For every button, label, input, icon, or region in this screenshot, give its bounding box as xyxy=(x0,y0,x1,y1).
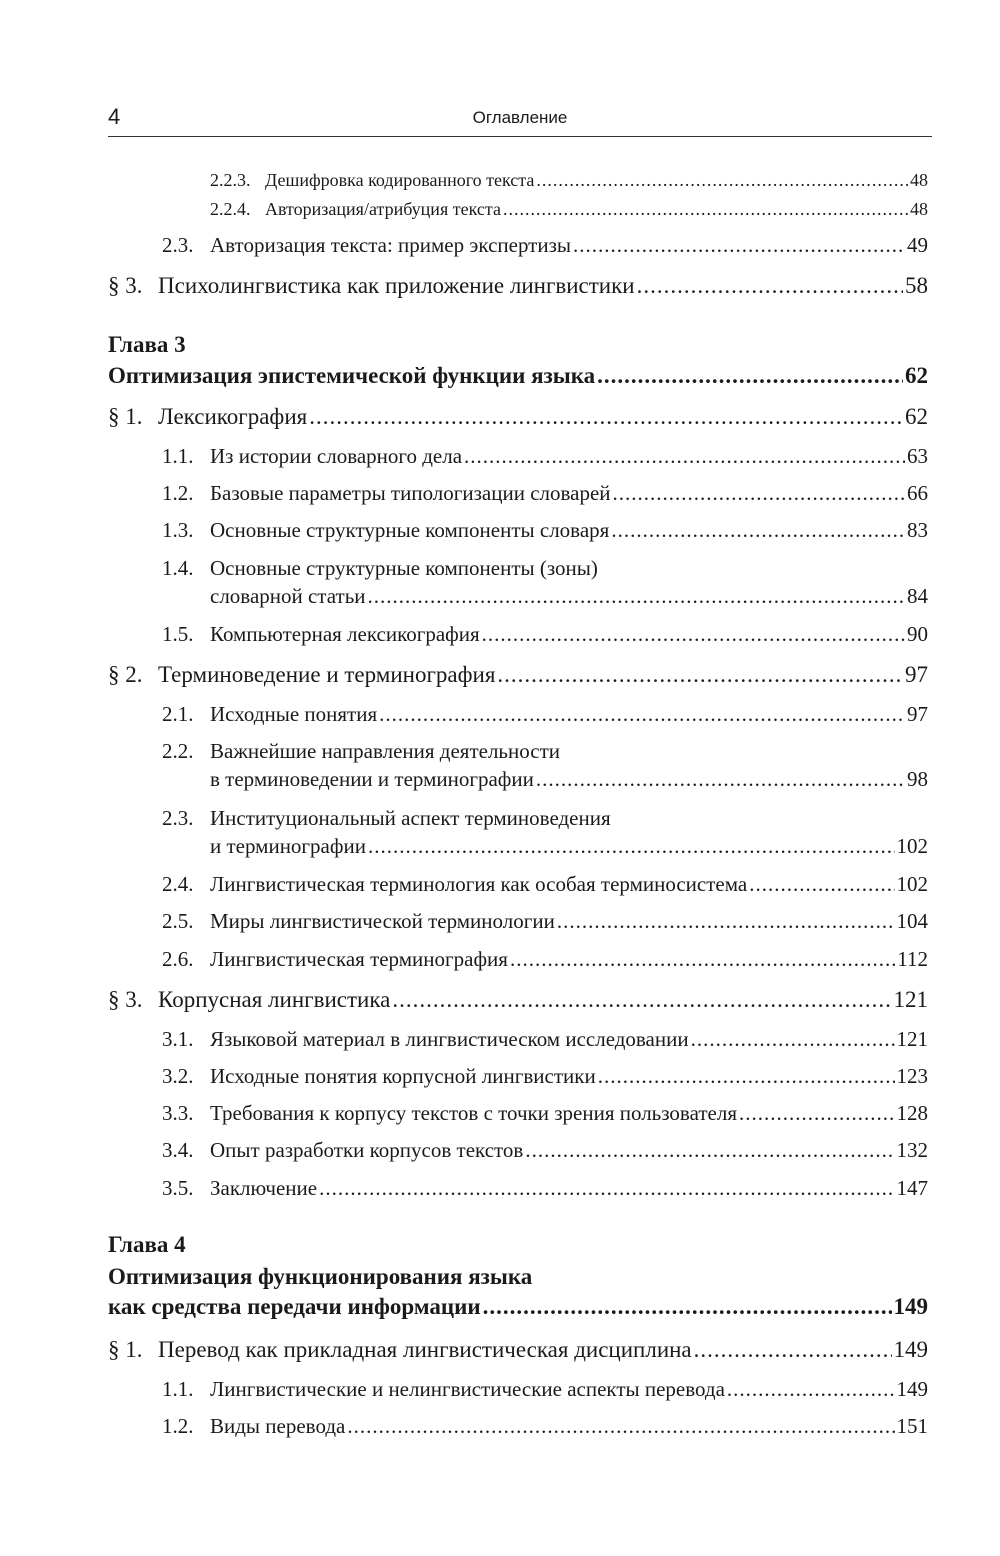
chapter-entry: как средства передачи информации ..... 149 xyxy=(108,1294,928,1320)
toc-entry: § 1. Перевод как прикладная лингвистическая дисциплина ..... 149 xyxy=(108,1337,928,1363)
page-ref: 49 xyxy=(907,233,928,257)
page-ref: 48 xyxy=(910,199,928,219)
page-ref: 63 xyxy=(907,444,928,468)
page-ref: 147 xyxy=(896,1176,928,1200)
toc-entry: 2.3. Авторизация текста: пример экспертизы ..... 49 xyxy=(162,233,928,258)
page-ref: 90 xyxy=(907,622,928,646)
running-title: Оглавление xyxy=(472,108,568,127)
page-ref: 102 xyxy=(896,872,928,896)
chapter-entry: Оптимизация эпистемической функции языка ..... 62 xyxy=(108,363,928,389)
page-ref: 123 xyxy=(896,1064,928,1088)
leader-dots xyxy=(536,170,908,191)
page-ref: 102 xyxy=(896,834,928,858)
toc-entry: § 1. Лексикография ..... 62 xyxy=(108,404,928,430)
leader-dots xyxy=(613,481,905,506)
leader-dots xyxy=(368,834,895,859)
toc-entry-line1: 1.4. Основные структурные компоненты (зоны) xyxy=(162,556,598,580)
chapter-label: Глава 4 xyxy=(108,1232,186,1257)
leader-dots xyxy=(637,273,903,299)
toc-entry: § 3. Психолингвистика как приложение лингвистики ..... 58 xyxy=(108,273,928,299)
leader-dots xyxy=(347,1414,894,1439)
leader-dots xyxy=(392,987,891,1013)
page-ref: 58 xyxy=(905,273,928,298)
leader-dots xyxy=(483,1294,892,1320)
page-ref: 48 xyxy=(910,170,928,190)
leader-dots xyxy=(749,872,894,897)
leader-dots xyxy=(597,363,903,389)
page-ref: 104 xyxy=(896,909,928,933)
toc-entry: 1.5. Компьютерная лексикография ..... 90 xyxy=(162,622,928,647)
leader-dots xyxy=(503,199,908,220)
leader-dots xyxy=(510,947,895,972)
page-ref: 83 xyxy=(907,518,928,542)
toc-entry: 1.3. Основные структурные компоненты словаря ..... 83 xyxy=(162,518,928,543)
leader-dots xyxy=(739,1101,895,1126)
toc-entry: 1.2. Базовые параметры типологизации словарей ..... 66 xyxy=(162,481,928,506)
page-ref: 121 xyxy=(896,1027,928,1051)
chapter-label: Глава 3 xyxy=(108,332,186,357)
leader-dots xyxy=(379,702,905,727)
toc-entry: 3.2. Исходные понятия корпусной лингвистики ..... 123 xyxy=(162,1064,928,1089)
toc-entry: 1.1. Из истории словарного дела ..... 63 xyxy=(162,444,928,469)
page-ref: 132 xyxy=(896,1138,928,1162)
leader-dots xyxy=(319,1176,894,1201)
page-ref: 62 xyxy=(905,404,928,429)
toc-entry: 3.3. Требования к корпусу текстов с точки зрения пользователя ..... 128 xyxy=(162,1101,928,1126)
leader-dots xyxy=(368,584,905,609)
page-ref: 128 xyxy=(896,1101,928,1125)
leader-dots xyxy=(598,1064,895,1089)
leader-dots xyxy=(309,404,903,430)
page-ref: 112 xyxy=(897,947,928,971)
page-ref: 97 xyxy=(905,662,928,687)
toc-entry: 2.2.3. Дешифровка кодированного текста ..... 48 xyxy=(210,170,928,191)
leader-dots xyxy=(727,1377,895,1402)
toc-entry: § 2. Терминоведение и терминография ..... 97 xyxy=(108,662,928,688)
page-ref: 66 xyxy=(907,481,928,505)
toc-entry: 2.1. Исходные понятия ..... 97 xyxy=(162,702,928,727)
leader-dots xyxy=(694,1337,892,1363)
toc-entry: словарной статьи ..... 84 xyxy=(210,584,928,609)
page-ref: 151 xyxy=(896,1414,928,1438)
toc-entry: § 3. Корпусная лингвистика ..... 121 xyxy=(108,987,928,1013)
leader-dots xyxy=(482,622,905,647)
leader-dots xyxy=(525,1138,894,1163)
toc-entry: в терминоведении и терминографии ..... 98 xyxy=(210,767,928,792)
toc-entry: 3.1. Языковой материал в лингвистическом исследовании ..... 121 xyxy=(162,1027,928,1052)
toc-entry: 2.6. Лингвистическая терминография ..... 112 xyxy=(162,947,928,972)
toc-entry-line1: 2.2. Важнейшие направления деятельности xyxy=(162,739,560,763)
toc-entry: 2.5. Миры лингвистической терминологии ..... 104 xyxy=(162,909,928,934)
leader-dots xyxy=(691,1027,895,1052)
leader-dots xyxy=(497,662,903,688)
toc-entry: 2.4. Лингвистическая терминология как особая терминосистема ..... 102 xyxy=(162,872,928,897)
toc-entry: 1.1. Лингвистические и нелингвистические аспекты перевода ..... 149 xyxy=(162,1377,928,1402)
toc-entry-line1: 2.3. Институциональный аспект терминоведения xyxy=(162,806,611,830)
page-number: 4 xyxy=(108,104,121,129)
page-ref: 62 xyxy=(905,363,928,388)
leader-dots xyxy=(611,518,905,543)
page-ref: 121 xyxy=(893,987,928,1012)
leader-dots xyxy=(536,767,905,792)
toc-entry: 1.2. Виды перевода ..... 151 xyxy=(162,1414,928,1439)
page-ref: 149 xyxy=(893,1337,928,1362)
leader-dots xyxy=(573,233,905,258)
running-header xyxy=(108,100,932,137)
leader-dots xyxy=(464,444,905,469)
page-ref: 98 xyxy=(907,767,928,791)
page-ref: 149 xyxy=(896,1377,928,1401)
page-ref: 97 xyxy=(907,702,928,726)
chapter-title-line1: Оптимизация функционирования языка xyxy=(108,1264,533,1289)
toc-entry: 2.2.4. Авторизация/атрибуция текста ..... 48 xyxy=(210,199,928,220)
toc-entry: и терминографии ..... 102 xyxy=(210,834,928,859)
leader-dots xyxy=(557,909,895,934)
page-ref: 149 xyxy=(893,1294,928,1319)
page-ref: 84 xyxy=(907,584,928,608)
toc-entry: 3.5. Заключение ..... 147 xyxy=(162,1176,928,1201)
toc-entry: 3.4. Опыт разработки корпусов текстов ..... 132 xyxy=(162,1138,928,1163)
